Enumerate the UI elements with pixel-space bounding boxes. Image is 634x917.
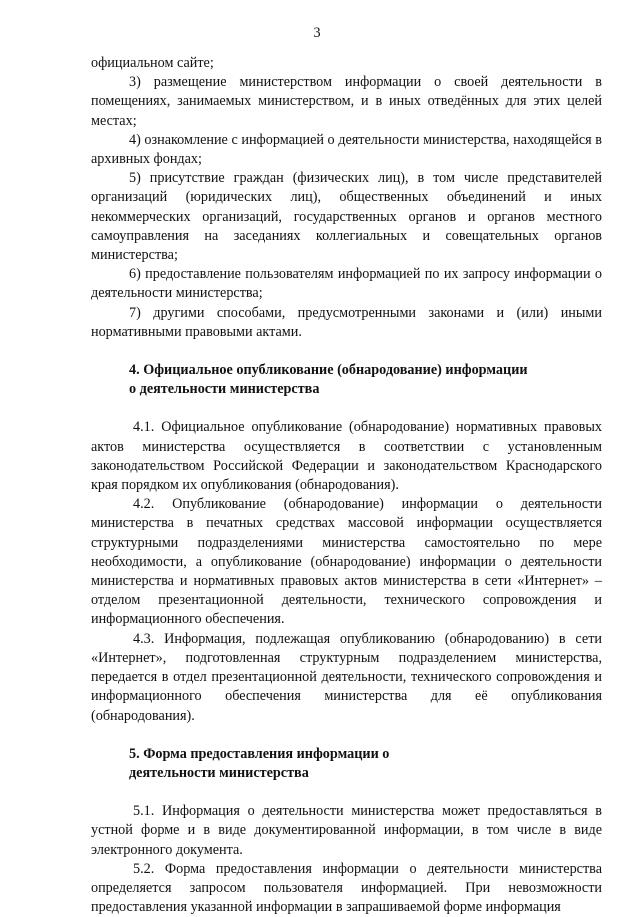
document-body	[91, 54, 602, 917]
section-5-paragraph: 5.1. Информация о деятельности министерства может предоставляться в устной форме и в виде документированной информации, в том числе в виде электронного документа.	[91, 803, 602, 858]
list-item: 6) предоставление пользователям информацией по их запросу информации о деятельности министерства;	[91, 266, 602, 302]
list-item: 3) размещение министерством информации о своей деятельности в помещениях, занимаемых министерством, и в иных отведённых для этих целей местах;	[91, 74, 602, 129]
section-4-paragraph: 4.1. Официальное опубликование (обнародование) нормативных правовых актов министерства осуществляется в соответствии с установленным законодательством Российской Федерации и законодательством Краснодарского края порядком их опубликования (обнародования).	[91, 419, 602, 494]
section-5-paragraph: 5.2. Форма предоставления информации о деятельности министерства определяется запросом пользователя информацией. При невозможности предоставления указанной информации в запрашиваемой форме информация	[91, 860, 602, 916]
section-4-heading-line-1: 4. Официальное опубликование (обнародование) информации	[129, 362, 528, 379]
section-4-paragraph: 4.2. Опубликование (обнародование) информации о деятельности министерства в печатных средствах массовой информации осуществляется структурными подразделениями министерства самостоятельно по мере необходимости, а опубликование (обнародование) информации о деятельности министерства и нормативных правовых актов министерства в сети «Интернет» – отделом презентационной деятельности, технического сопровождения и информационного обеспечения.	[91, 496, 602, 628]
section-5-heading-line-2: деятельности министерства	[129, 764, 309, 781]
page-number: 3	[313, 25, 321, 41]
list-item: 7) другими способами, предусмотренными законами и (или) иными нормативными правовыми актами.	[91, 304, 602, 340]
list-item: 4) ознакомление с информацией о деятельности министерства, находящейся в архивных фондах;	[91, 131, 602, 168]
list-item: 5) присутствие граждан (физических лиц), в том числе представителей организаций (юридических лиц), общественных объединений и иных некоммерческих организаций, государственных органов и органов местного самоуправления на заседаниях коллегиальных и совещательных органов министерства;	[91, 170, 602, 264]
section-4-paragraph: 4.3. Информация, подлежащая опубликованию (обнародованию) в сети «Интернет», подготовленная структурным подразделением министерства, передается в отдел презентационной деятельности, технического сопровождения и информационного обеспечения министерства для её опубликования (обнародования).	[91, 630, 602, 724]
section-4-heading-line-2: о деятельности министерства	[129, 381, 320, 398]
intro-line: официальном сайте;	[91, 55, 214, 71]
section-5-heading-line-1: 5. Форма предоставления информации о	[129, 745, 390, 762]
